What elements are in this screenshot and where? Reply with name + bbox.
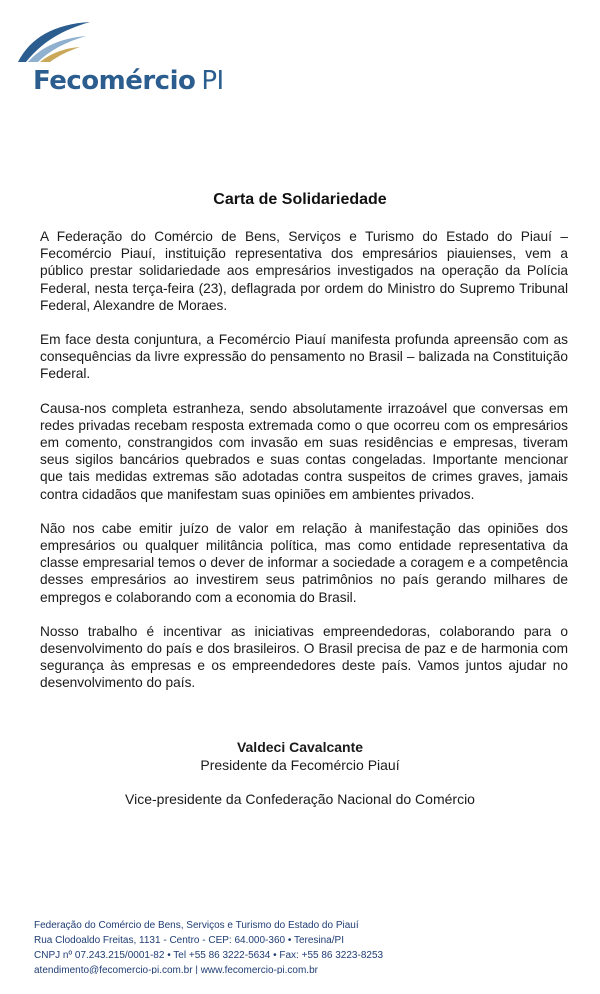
paragraph: Em face desta conjuntura, a Fecomércio Piauí manifesta profunda apreensão com as consequências da livre expressão do pensamento no Brasil – balizada na Constituição Federal. (40, 332, 568, 382)
footer-line: Rua Clodoaldo Freitas, 1131 - Centro - CEP: 64.000-360 • Teresina/PI (34, 935, 344, 946)
logo-state: PI (201, 66, 224, 96)
letter-title: Carta de Solidariedade (213, 191, 387, 208)
paragraph: Não nos cabe emitir juízo de valor em relação à manifestação das opiniões dos empresários ou qualquer militância política, mas como entidade representativa da classe empresarial temos o dever de informar a sociedade a coragem e a competência desses empresários ao investirem seus patrimônios no país gerando milhares de empregos e colaborando com a economia do Brasil. (40, 520, 568, 605)
fecomercio-logo (12, 16, 232, 96)
logo-wordmark (33, 66, 224, 96)
stylized-wing-icon (12, 16, 92, 66)
footer-line: CNPJ nº 07.243.215/0001-82 • Tel +55 86 3222-5634 • Fax: +55 86 3223-8253 (34, 950, 384, 961)
logo-name: Fecomércio (33, 66, 196, 96)
signer-name: Valdeci Cavalcante (236, 739, 364, 755)
signer-role: Presidente da Fecomércio Piauí (200, 757, 400, 773)
paragraph: Nosso trabalho é incentivar as iniciativas empreendedoras, colaborando para o desenvolvimento do país e dos brasileiros. O Brasil precisa de paz e de harmonia com segurança às empresas e os empreendedores deste país. Vamos juntos ajudar no desenvolvimento do país. (40, 623, 568, 691)
signer-vice-role: Vice-presidente da Confederação Nacional do Comércio (125, 791, 475, 807)
paragraph: A Federação do Comércio de Bens, Serviços e Turismo do Estado do Piauí – Fecomércio Piauí, instituição representativa dos empresários piauienses, vem a público prestar solidariedade aos empresários investigados na operação da Polícia Federal, nesta terça-feira (23), deflagrada por ordem do Ministro do Supremo Tribunal Federal, Alexandre de Moraes. (40, 229, 568, 313)
footer-line: Federação do Comércio de Bens, Serviços e Turismo do Estado do Piauí (34, 920, 359, 931)
page-footer (34, 918, 594, 974)
letter-body (40, 228, 568, 709)
footer-contact: atendimento@fecomercio-pi.com.br | www.fecomercio-pi.com.br (34, 965, 318, 974)
paragraph: Causa-nos completa estranheza, sendo absolutamente irrazoável que conversas em redes privadas recebam resposta extremada como o que ocorreu com os empresários em comento, constrangidos com invasão em suas residências e empresas, tiveram seus sigilos bancários quebrados e suas contas congeladas. Importante mencionar que tais medidas extremas são adotadas contra suspeitos de crimes graves, jamais contra cidadãos que manifestam suas opiniões em ambientes privados. (40, 400, 568, 502)
signature-block (0, 738, 600, 808)
